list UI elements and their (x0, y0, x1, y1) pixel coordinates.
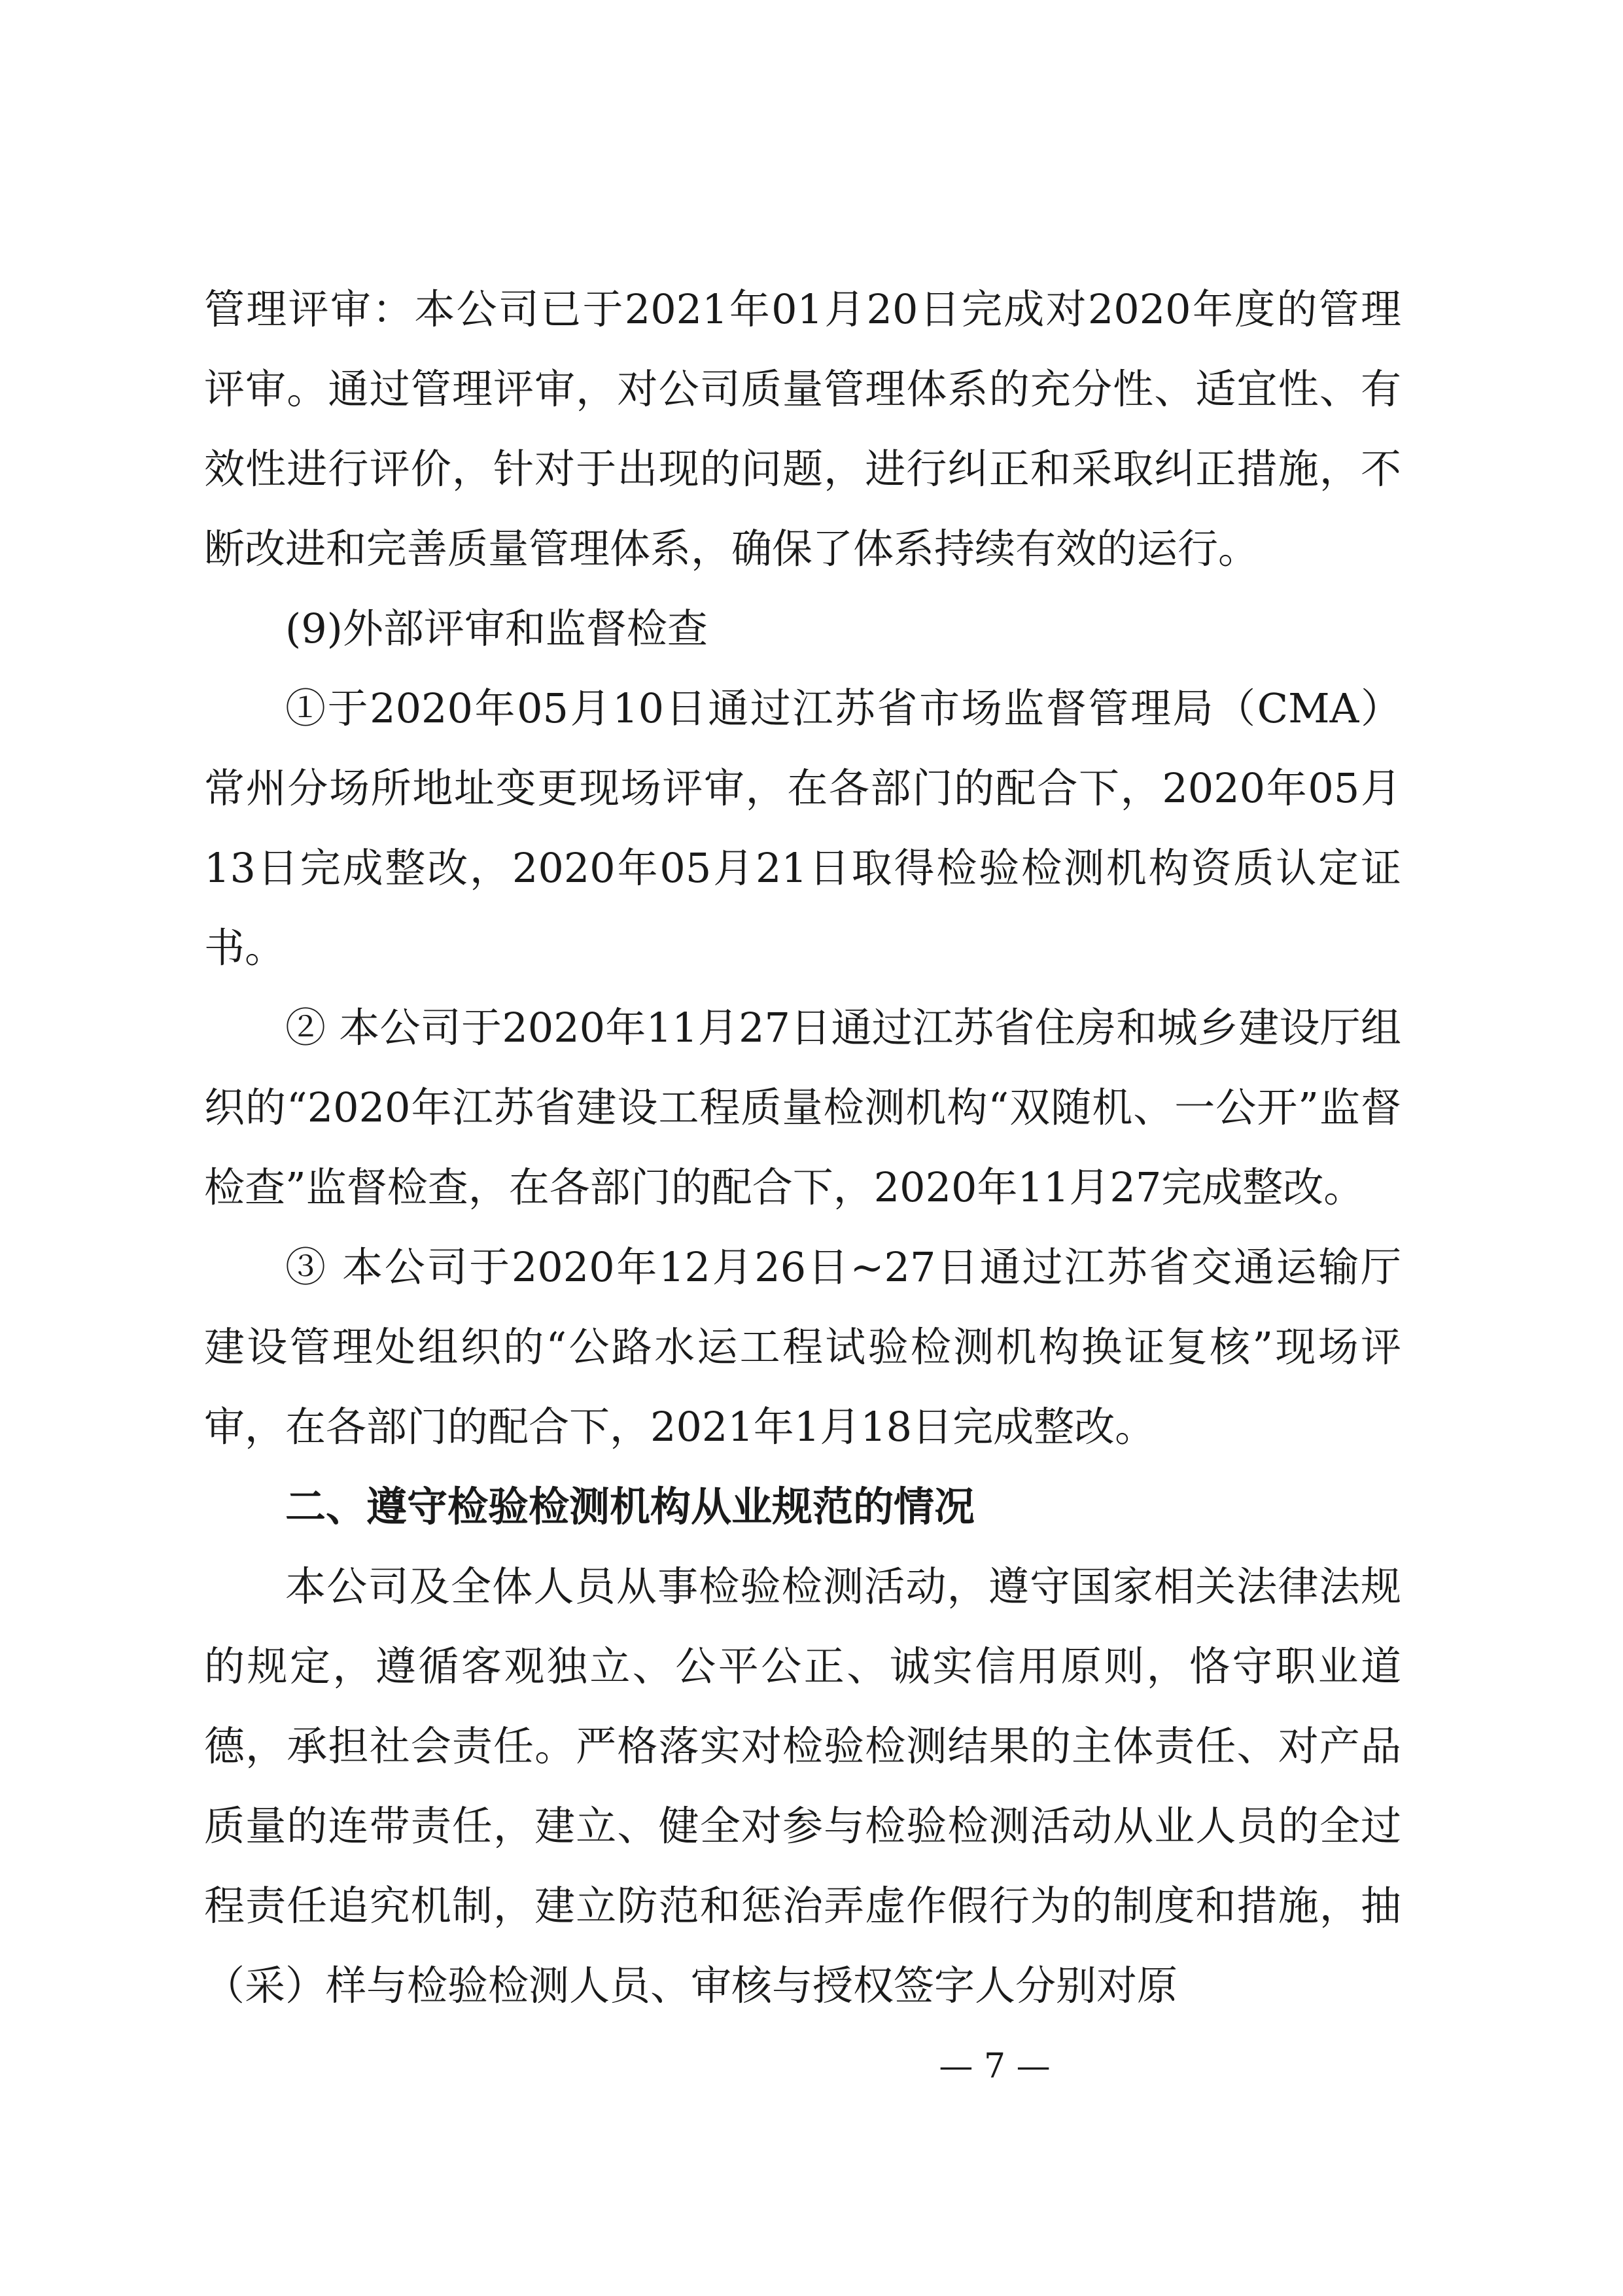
paragraph-item-2: ② 本公司于2020年11月27日通过江苏省住房和城乡建设厅组织的“2020年江苏省建设工程质量检测机构“双随机、一公开”监督检查”监督检查，在各部门的配合下，2020年11月27完成整改。 (204, 1004, 1401, 1211)
paragraph-management-review: 管理评审：本公司已于2021年01月20日完成对2020年度的管理评审。通过管理评审，对公司质量管理体系的充分性、适宜性、有效性进行评价，针对于出现的问题，进行纠正和采取纠正措施，不断改进和完善质量管理体系，确保了体系持续有效的运行。 (204, 285, 1401, 573)
section-heading: 二、遵守检验检测机构从业规范的情况 (285, 1483, 975, 1530)
page-number: — 7 — (939, 2047, 1051, 2086)
section-title-external-review: (9)外部评审和监督检查 (285, 605, 708, 652)
document-body (204, 270, 1401, 2026)
paragraph-item-1: ①于2020年05月10日通过江苏省市场监督管理局（CMA）常州分场所地址变更现场评审，在各部门的配合下，2020年05月13日完成整改，2020年05月21日取得检验检测机构资质认定证书。 (204, 684, 1401, 972)
paragraph-item-3: ③ 本公司于2020年12月26日~27日通过江苏省交通运输厅建设管理处组织的“公路水运工程试验检测机构换证复核”现场评审，在各部门的配合下，2021年1月18日完成整改。 (204, 1243, 1401, 1451)
paragraph-compliance: 本公司及全体人员从事检验检测活动，遵守国家相关法律法规的规定，遵循客观独立、公平公正、诚实信用原则，恪守职业道德，承担社会责任。严格落实对检验检测结果的主体责任、对产品质量的连带责任，建立、健全对参与检验检测活动从业人员的全过程责任追究机制，建立防范和惩治弄虚作假行为的制度和措施，抽（采）样与检验检测人员、审核与授权签字人分别对原 (204, 1563, 1401, 2009)
